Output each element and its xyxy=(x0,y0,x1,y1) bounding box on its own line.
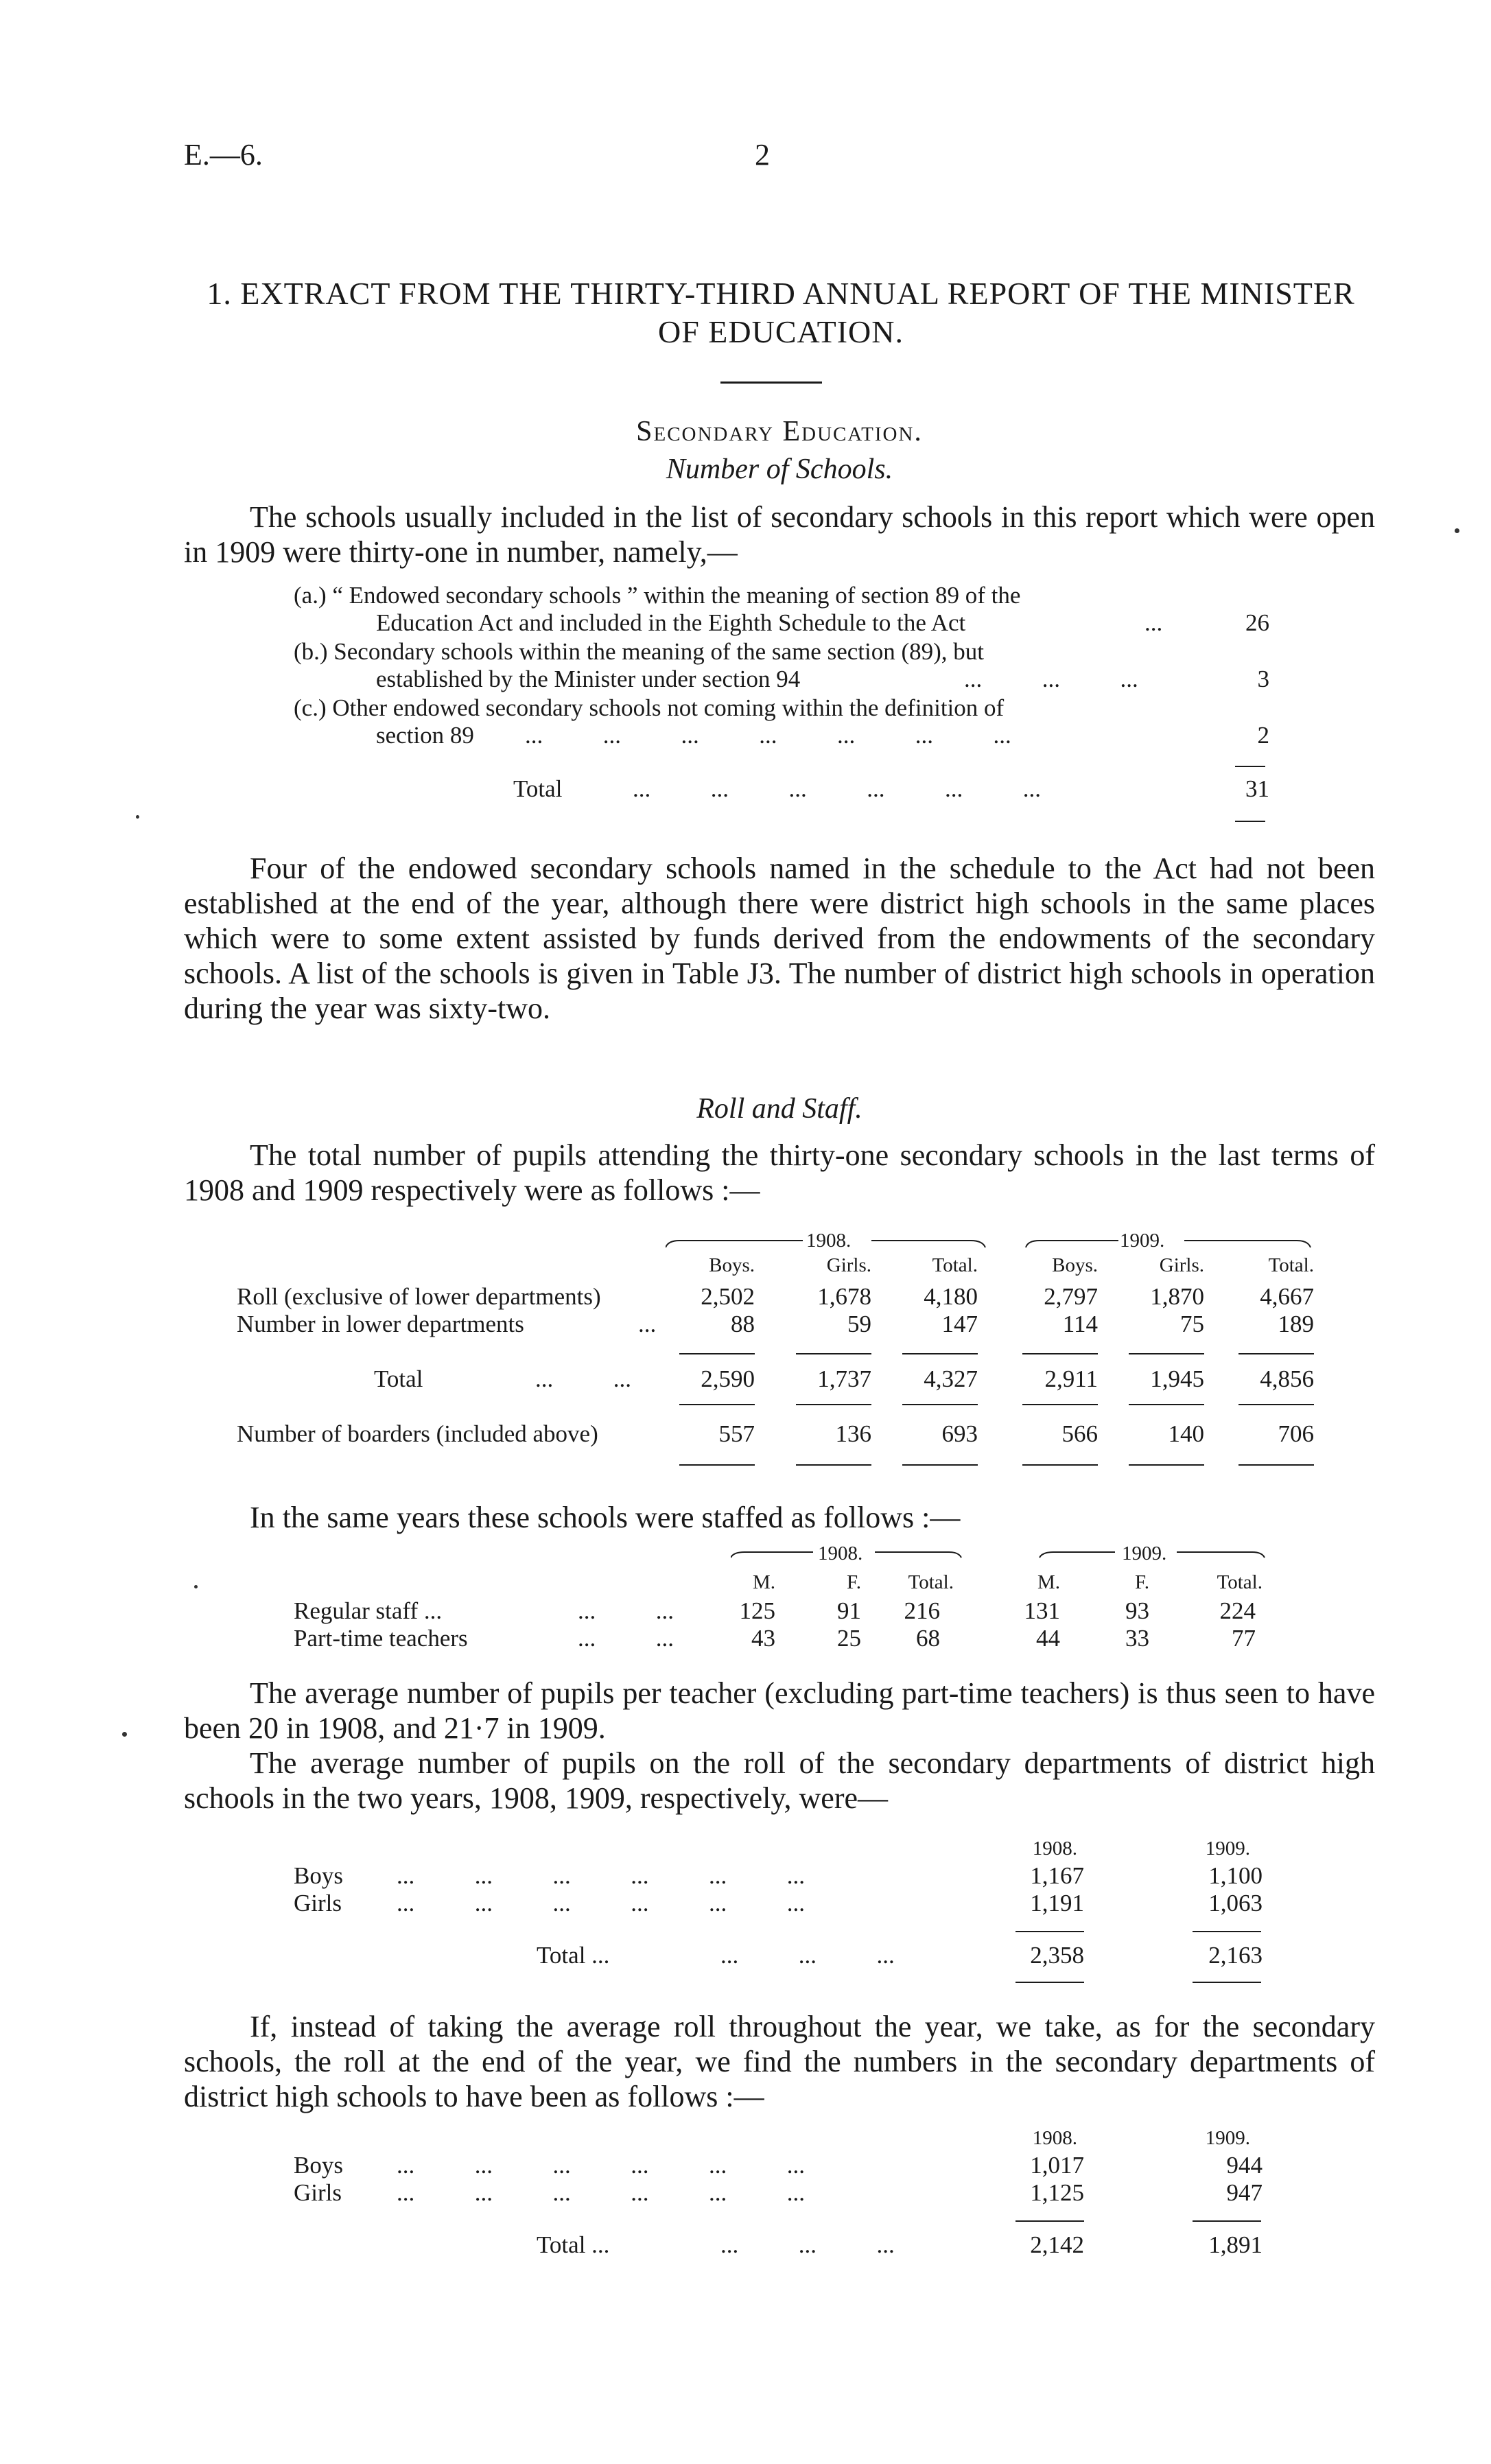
table-cell: 224 xyxy=(1219,1597,1256,1624)
col-header: M. xyxy=(752,1571,775,1593)
table-rule xyxy=(902,1404,978,1405)
table-cell: 1,125 xyxy=(1030,2179,1084,2206)
table-rule xyxy=(1238,1464,1314,1466)
col-header: Total. xyxy=(1268,1254,1314,1276)
table-cell: 88 xyxy=(731,1311,755,1337)
table-cell: 140 xyxy=(1168,1420,1204,1447)
table-cell: 1,167 xyxy=(1030,1862,1084,1889)
district-row-label: Girls xyxy=(294,2179,342,2206)
table-rule xyxy=(1129,1464,1204,1466)
district-total-dots: ... ... ... xyxy=(720,1942,895,1969)
table-cell: 43 xyxy=(751,1625,775,1652)
list-item-c-line2: section 89 xyxy=(376,722,474,749)
col-header: Total. xyxy=(1217,1571,1263,1593)
brace-1908-left xyxy=(731,1552,813,1558)
list-total-rule-top xyxy=(1235,766,1265,767)
paragraph-average-teacher: The average number of pupils per teacher (excluding part-time teachers) is thus seen to have been 20 in 1908, and 21·7 in 1909. xyxy=(184,1676,1375,1745)
table-rule xyxy=(1129,1404,1204,1405)
table-cell: 2,142 xyxy=(1030,2231,1084,2258)
table-rule xyxy=(1022,1464,1098,1466)
table-cell: 1,945 xyxy=(1150,1365,1204,1392)
table-cell: 1,100 xyxy=(1208,1862,1263,1889)
staff-row-label: Regular staff ... xyxy=(294,1597,443,1624)
paragraph-schools: The schools usually included in the list of secondary schools in this report which were open in 1909 were thirty-one in number, namely,— xyxy=(184,500,1375,569)
table-cell: 136 xyxy=(835,1420,871,1447)
table-cell: 557 xyxy=(718,1420,755,1447)
subheading-number-of-schools: Number of Schools. xyxy=(666,454,893,485)
table-cell: 1,063 xyxy=(1208,1890,1263,1916)
list-item-b-dots: ... ... ... xyxy=(964,666,1138,692)
staff-year-1909: 1909. xyxy=(1122,1542,1167,1564)
table-cell: 93 xyxy=(1125,1597,1149,1624)
table-rule xyxy=(1015,1982,1084,1983)
col-header: M. xyxy=(1037,1571,1060,1593)
brace-1909-left xyxy=(1040,1552,1115,1558)
table-cell: 1,678 xyxy=(817,1283,871,1310)
paragraph-instead: If, instead of taking the average roll throughout the year, we take, as for the secondary schools, the roll at the end of the year, we find the numbers in the secondary departments of district high schools to have been as follows :— xyxy=(184,2010,1375,2113)
district-row-label: Girls xyxy=(294,1890,342,1916)
col-header: Boys. xyxy=(709,1254,755,1276)
roll-row-label: Roll (exclusive of lower departments) xyxy=(237,1283,601,1310)
roll-row-dots: ... xyxy=(638,1311,657,1337)
district-row-dots: ... ... ... ... ... ... xyxy=(397,2152,805,2179)
district-total-dots: ... ... ... xyxy=(720,2231,895,2258)
table-cell: 147 xyxy=(941,1311,978,1337)
subheading-roll-and-staff: Roll and Staff. xyxy=(696,1093,862,1125)
table-rule xyxy=(1015,2220,1084,2222)
margin-mark xyxy=(1455,528,1459,533)
col-header: Total. xyxy=(908,1571,954,1593)
margin-speck xyxy=(136,815,139,819)
list-item-c-dots: ... ... ... ... ... ... ... xyxy=(525,722,1011,749)
table-cell: 706 xyxy=(1278,1420,1314,1447)
table-cell: 2,502 xyxy=(701,1283,755,1310)
district-row-label: Boys xyxy=(294,2152,343,2179)
roll-total-dots: ... ... xyxy=(535,1365,631,1392)
table-cell: 1,870 xyxy=(1150,1283,1204,1310)
roll-total-label: Total xyxy=(374,1365,423,1392)
district-row-label: Boys xyxy=(294,1862,343,1889)
col-header: F. xyxy=(1134,1571,1149,1593)
list-item-a-dots: ... xyxy=(1144,609,1163,636)
table-rule xyxy=(796,1464,871,1466)
margin-speck xyxy=(194,1585,198,1588)
list-item-c-line1: (c.) Other endowed secondary schools not coming within the definition of xyxy=(294,694,1005,721)
list-item-a-line1: (a.) “ Endowed secondary schools ” within the meaning of section 89 of the xyxy=(294,582,1021,609)
col-header: Girls. xyxy=(1159,1254,1204,1276)
district-row-dots: ... ... ... ... ... ... xyxy=(397,1862,805,1889)
brace-1908-right xyxy=(875,1552,961,1558)
table-rule xyxy=(1238,1353,1314,1354)
table-rule xyxy=(679,1353,755,1354)
list-total-dots: ... ... ... ... ... ... xyxy=(633,775,1041,802)
title-divider xyxy=(720,382,822,384)
margin-mark xyxy=(122,1732,127,1737)
table-cell: 77 xyxy=(1232,1625,1256,1652)
section-heading: Secondary Education. xyxy=(636,416,923,447)
table-rule xyxy=(1022,1404,1098,1405)
table-rule xyxy=(1238,1404,1314,1405)
table-cell: 59 xyxy=(847,1311,871,1337)
table-cell: 114 xyxy=(1062,1311,1098,1337)
district-row-dots: ... ... ... ... ... ... xyxy=(397,2179,805,2206)
roll-year-1908: 1908. xyxy=(806,1230,852,1252)
list-item-b-line1: (b.) Secondary schools within the meaning of the same section (89), but xyxy=(294,638,985,665)
table-rule xyxy=(679,1404,755,1405)
table-rule xyxy=(1015,1931,1084,1932)
list-total-label: Total xyxy=(513,775,563,802)
table-cell: 68 xyxy=(916,1625,940,1652)
roll-row-label: Number in lower departments xyxy=(237,1311,524,1337)
table-rule xyxy=(1193,1982,1261,1983)
table-rule xyxy=(902,1464,978,1466)
staff-row-dots: ... ... xyxy=(578,1625,674,1652)
col-header: 1908. xyxy=(1032,2127,1077,2149)
staff-row-dots: ... ... xyxy=(578,1597,674,1624)
table-rule xyxy=(902,1353,978,1354)
staff-row-label: Part-time teachers xyxy=(294,1625,468,1652)
district-total-label: Total ... xyxy=(537,2231,610,2258)
list-total-value: 31 xyxy=(1245,775,1269,802)
col-header: 1908. xyxy=(1032,1838,1077,1859)
table-cell: 75 xyxy=(1180,1311,1204,1337)
table-cell: 125 xyxy=(739,1597,775,1624)
report-reference: E.—6. xyxy=(184,138,263,172)
table-cell: 2,590 xyxy=(701,1365,755,1392)
list-item-c-value: 2 xyxy=(1257,722,1269,749)
table-cell: 947 xyxy=(1226,2179,1263,2206)
table-rule xyxy=(1129,1353,1204,1354)
table-cell: 4,180 xyxy=(924,1283,978,1310)
table-cell: 216 xyxy=(904,1597,940,1624)
paragraph-roll: The total number of pupils attending the thirty-one secondary schools in the last terms of 1908 and 1909 respectively were as follows :— xyxy=(184,1138,1375,1207)
col-header: 1909. xyxy=(1205,1838,1250,1859)
table-cell: 4,856 xyxy=(1260,1365,1314,1392)
list-item-a-line2: Education Act and included in the Eighth Schedule to the Act xyxy=(376,609,966,636)
list-item-b-line2: established by the Minister under section 94 xyxy=(376,666,801,692)
col-header: Boys. xyxy=(1052,1254,1098,1276)
page-title: 1. EXTRACT FROM THE THIRTY-THIRD ANNUAL REPORT OF THE MINISTER OF EDUCATION. xyxy=(207,276,1355,349)
table-cell: 2,911 xyxy=(1044,1365,1098,1392)
table-rule xyxy=(1193,1931,1261,1932)
list-item-b-value: 3 xyxy=(1257,666,1269,692)
col-header: 1909. xyxy=(1205,2127,1250,2149)
brace-1908-right xyxy=(871,1241,985,1247)
paragraph-staffed: In the same years these schools were staffed as follows :— xyxy=(250,1501,961,1534)
table-cell: 2,163 xyxy=(1208,1942,1263,1969)
table-cell: 566 xyxy=(1061,1420,1098,1447)
table-cell: 2,797 xyxy=(1044,1283,1098,1310)
brace-1909-left xyxy=(1026,1241,1118,1247)
table-cell: 1,737 xyxy=(817,1365,871,1392)
col-header: Total. xyxy=(932,1254,978,1276)
staff-year-1908: 1908. xyxy=(818,1542,863,1564)
table-rule xyxy=(679,1464,755,1466)
table-rule xyxy=(1022,1353,1098,1354)
page-number: 2 xyxy=(755,138,770,172)
roll-year-1909: 1909. xyxy=(1120,1230,1165,1252)
table-rule xyxy=(796,1353,871,1354)
brace-1908-left xyxy=(666,1241,803,1247)
col-header: Girls. xyxy=(826,1254,871,1276)
table-cell: 1,191 xyxy=(1030,1890,1084,1916)
district-total-label: Total ... xyxy=(537,1942,610,1969)
paragraph-average-roll: The average number of pupils on the roll of the secondary departments of district high schools in the two years, 1908, 1909, respectively, were— xyxy=(184,1746,1375,1815)
roll-year-braces xyxy=(666,1228,1324,1256)
table-cell: 1,891 xyxy=(1208,2231,1263,2258)
col-header: F. xyxy=(846,1571,861,1593)
table-cell: 189 xyxy=(1278,1311,1314,1337)
table-cell: 944 xyxy=(1226,2152,1263,2179)
table-cell: 33 xyxy=(1125,1625,1149,1652)
table-cell: 131 xyxy=(1024,1597,1060,1624)
table-cell: 4,327 xyxy=(924,1365,978,1392)
district-row-dots: ... ... ... ... ... ... xyxy=(397,1890,805,1916)
table-cell: 693 xyxy=(941,1420,978,1447)
table-cell: 1,017 xyxy=(1030,2152,1084,2179)
brace-1909-right xyxy=(1177,1552,1265,1558)
table-rule xyxy=(1193,2220,1261,2222)
list-item-a-value: 26 xyxy=(1245,609,1269,636)
table-rule xyxy=(796,1404,871,1405)
roll-boarders-label: Number of boarders (included above) xyxy=(237,1420,598,1447)
list-total-rule-bottom xyxy=(1235,821,1265,822)
table-cell: 2,358 xyxy=(1030,1942,1084,1969)
table-cell: 4,667 xyxy=(1260,1283,1314,1310)
table-cell: 91 xyxy=(837,1597,861,1624)
paragraph-four-schools: Four of the endowed secondary schools named in the schedule to the Act had not been established at the end of the year, although there were district high schools in the same places which were to some extent assisted by funds derived from the endowments of the secondary schools. A list of the schools is given in Table J3. The number of district high schools in operation during the year was sixty-two. xyxy=(184,852,1375,1025)
staff-year-braces xyxy=(731,1541,1280,1566)
table-cell: 44 xyxy=(1036,1625,1060,1652)
table-cell: 25 xyxy=(837,1625,861,1652)
brace-1909-right xyxy=(1184,1241,1311,1247)
